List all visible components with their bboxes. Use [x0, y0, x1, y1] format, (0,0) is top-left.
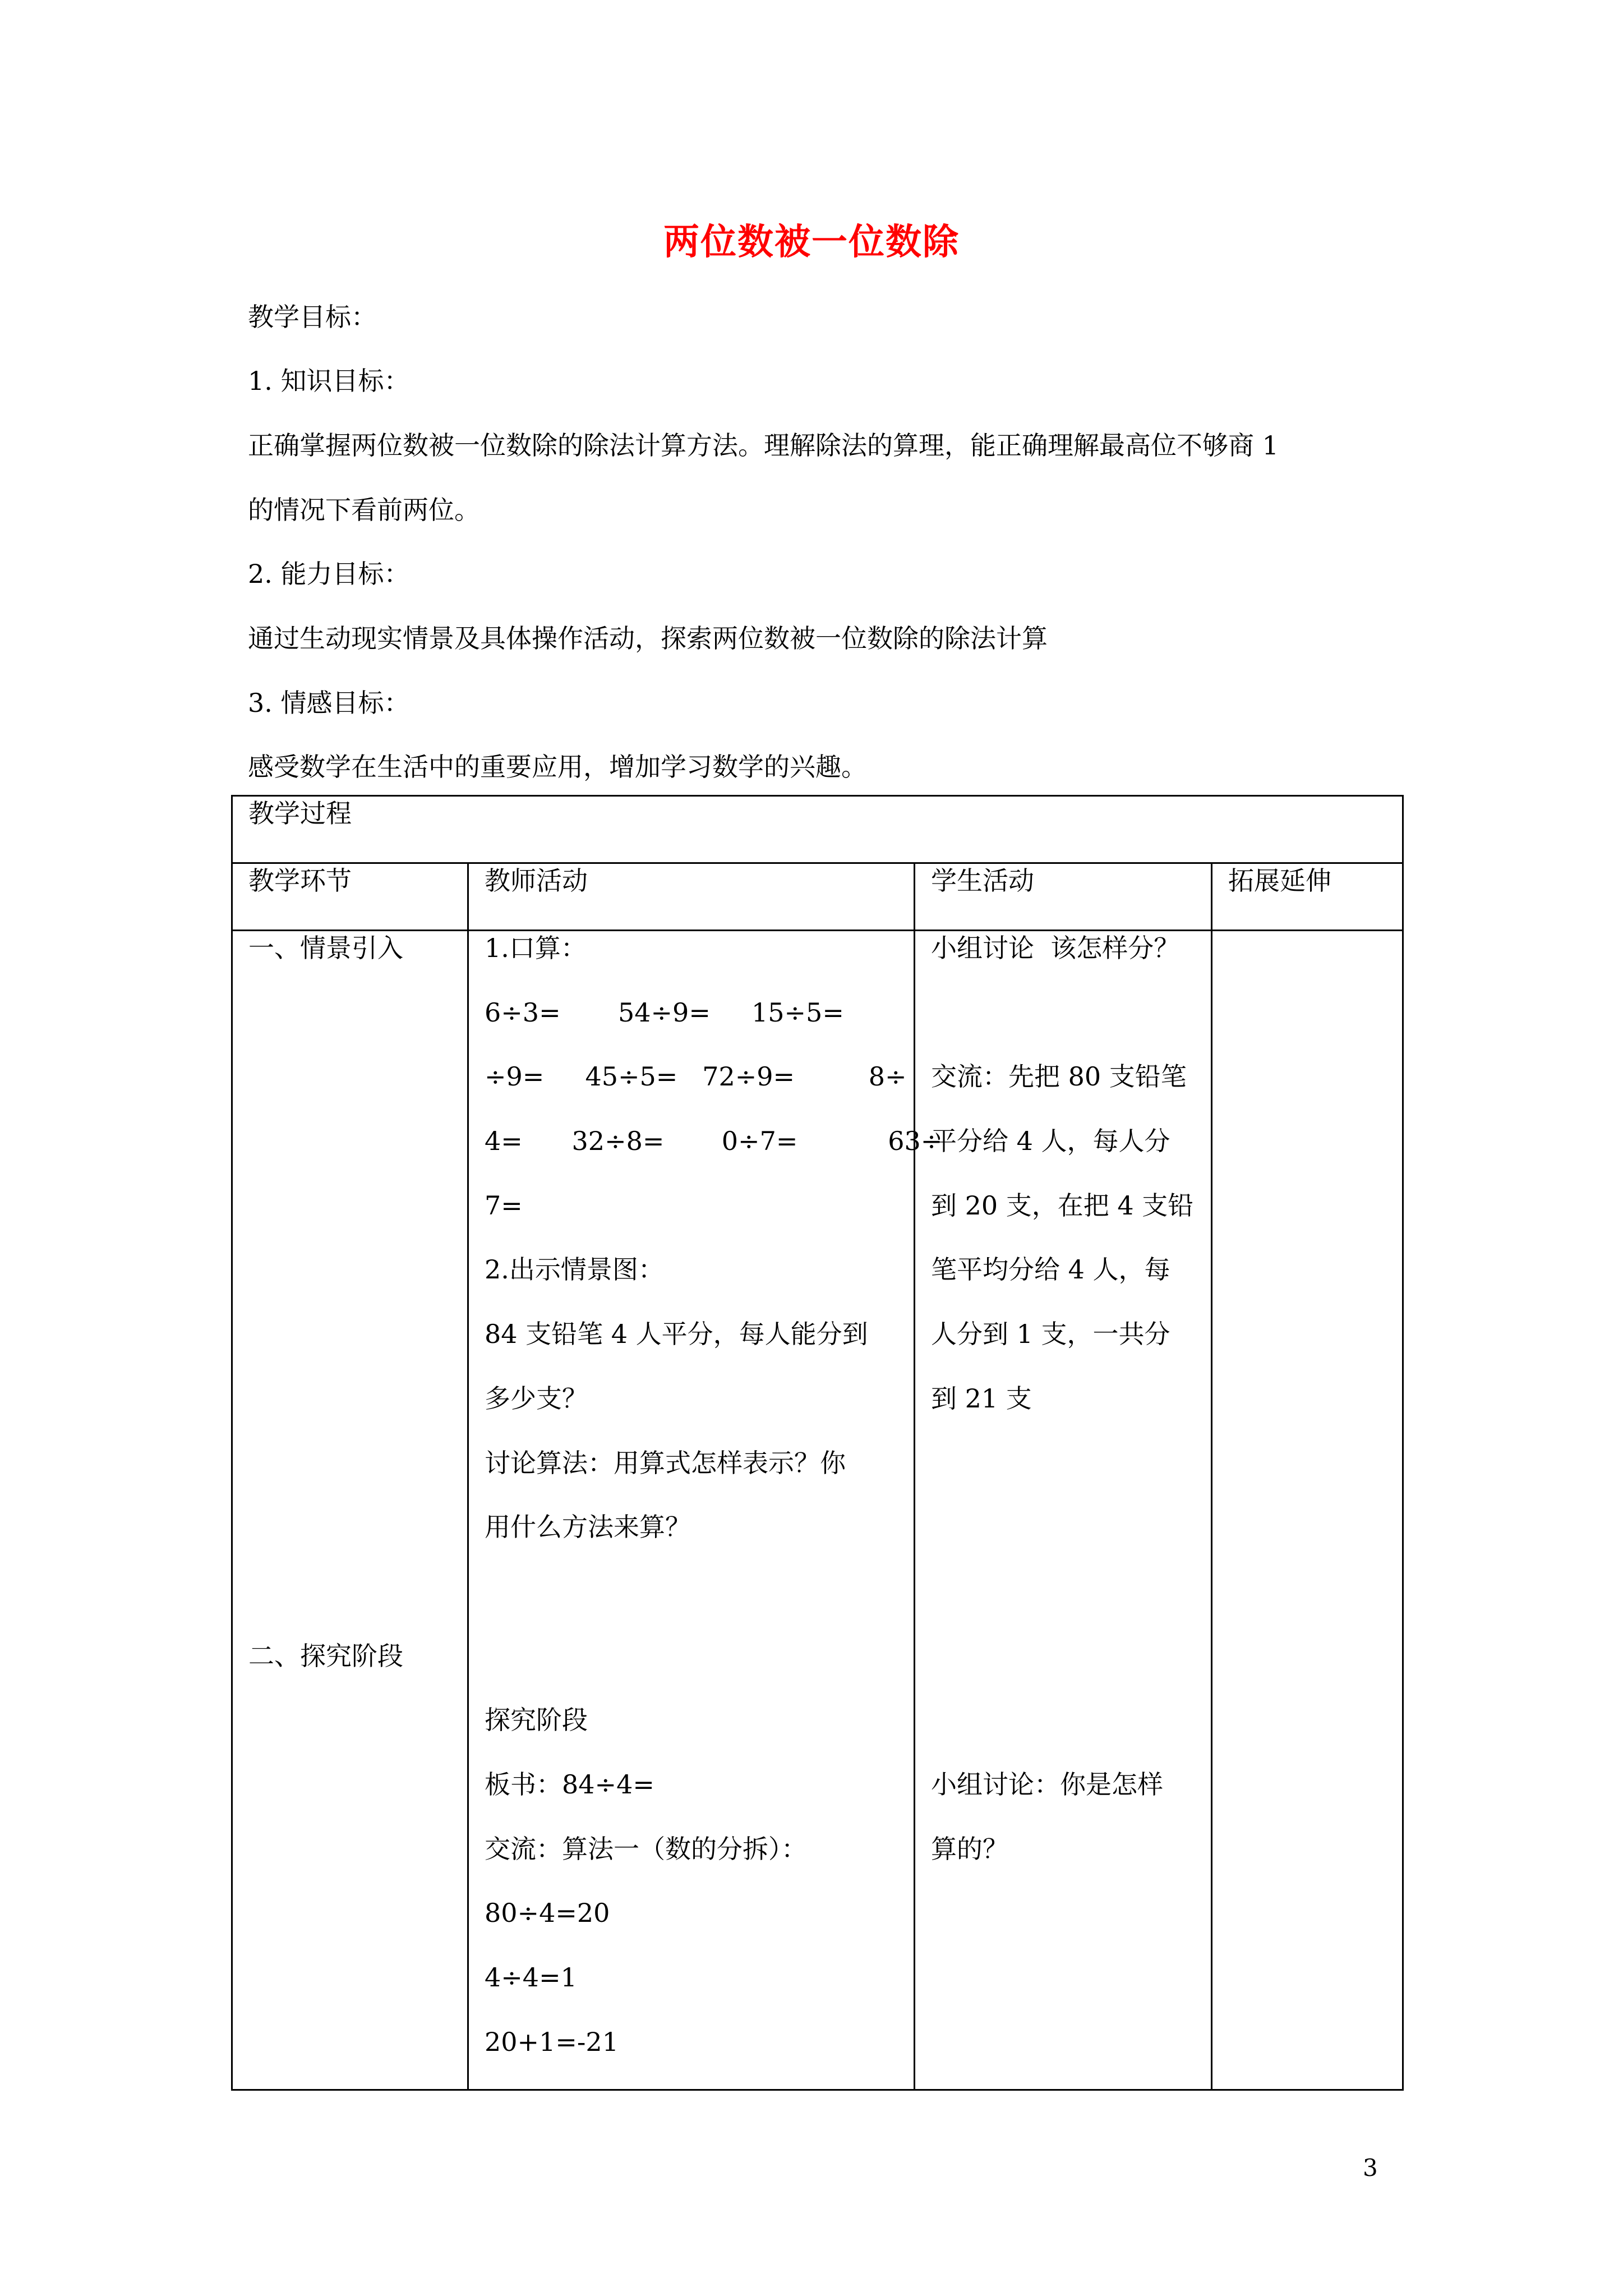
header-extension: 拓展延伸	[1212, 863, 1403, 931]
student-activity-cell	[915, 931, 1212, 2090]
knowledge-objective-text-1: 正确掌握两位数被一位数除的除法计算方法。理解除法的算理，能正确理解最高位不够商 1	[248, 430, 1279, 461]
header-teacher-activity: 教师活动	[468, 863, 915, 931]
student-line: 笔平均分给 4 人，每	[931, 1254, 1170, 1285]
teacher-line: ÷9= 45÷5= 72÷9= 8÷	[485, 1061, 907, 1092]
teacher-line: 4÷4=1	[485, 1962, 577, 1993]
objectives-heading: 教学目标：	[248, 302, 377, 332]
stage-intro: 一、情景引入	[248, 933, 403, 963]
teacher-line: 4= 32÷8= 0÷7= 63÷	[485, 1126, 943, 1157]
student-line: 人分到 1 支，一共分	[931, 1319, 1170, 1350]
teacher-line: 80÷4=20	[485, 1898, 610, 1929]
emotion-objective-text: 感受数学在生活中的重要应用，增加学习数学的兴趣。	[248, 752, 867, 782]
teacher-line: 多少支？	[485, 1383, 588, 1414]
teacher-line: 2.出示情景图：	[485, 1254, 664, 1285]
teacher-line: 6÷3= 54÷9= 15÷5=	[485, 997, 844, 1028]
student-line: 到 21 支	[931, 1383, 1032, 1414]
student-line: 到 20 支，在把 4 支铅	[931, 1190, 1194, 1221]
ability-objective-label: 2. 能力目标：	[248, 559, 410, 589]
teacher-line: 1.口算：	[485, 933, 587, 963]
student-line: 小组讨论 该怎样分？	[931, 933, 1180, 963]
table-title: 教学过程	[232, 796, 1403, 863]
student-line: 算的？	[931, 1833, 1008, 1864]
ability-objective-text: 通过生动现实情景及具体操作活动，探索两位数被一位数除的除法计算	[248, 623, 1048, 654]
page-number: 3	[1363, 2154, 1378, 2182]
teacher-line: 讨论算法：用算式怎样表示？你	[485, 1447, 846, 1478]
teacher-activity-cell	[468, 931, 943, 2090]
teacher-line: 84 支铅笔 4 人平分，每人能分到	[485, 1319, 868, 1350]
teacher-line: 用什么方法来算？	[485, 1512, 691, 1543]
header-student-activity: 学生活动	[915, 863, 1212, 931]
stage-cell	[232, 931, 468, 2090]
teacher-line: 探究阶段	[485, 1705, 588, 1736]
stage-explore: 二、探究阶段	[248, 1640, 403, 1671]
teacher-line: 板书：84÷4=	[485, 1769, 654, 1800]
student-line: 小组讨论：你是怎样	[931, 1769, 1163, 1800]
header-stage: 教学环节	[232, 863, 468, 931]
teacher-line: 20+1=-21	[485, 2026, 619, 2057]
emotion-objective-label: 3. 情感目标：	[248, 688, 410, 718]
knowledge-objective-label: 1. 知识目标：	[248, 366, 410, 396]
extension-cell	[1212, 931, 1403, 2090]
teaching-process-table	[231, 795, 1404, 2091]
student-line: 平分给 4 人，每人分	[931, 1126, 1170, 1157]
teacher-line: 交流：算法一（数的分拆）：	[485, 1833, 807, 1864]
document-title: 两位数被一位数除	[663, 221, 960, 263]
knowledge-objective-text-2: 的情况下看前两位。	[248, 495, 480, 525]
teacher-line: 7=	[485, 1190, 523, 1221]
student-line: 交流：先把 80 支铅笔	[931, 1061, 1187, 1092]
